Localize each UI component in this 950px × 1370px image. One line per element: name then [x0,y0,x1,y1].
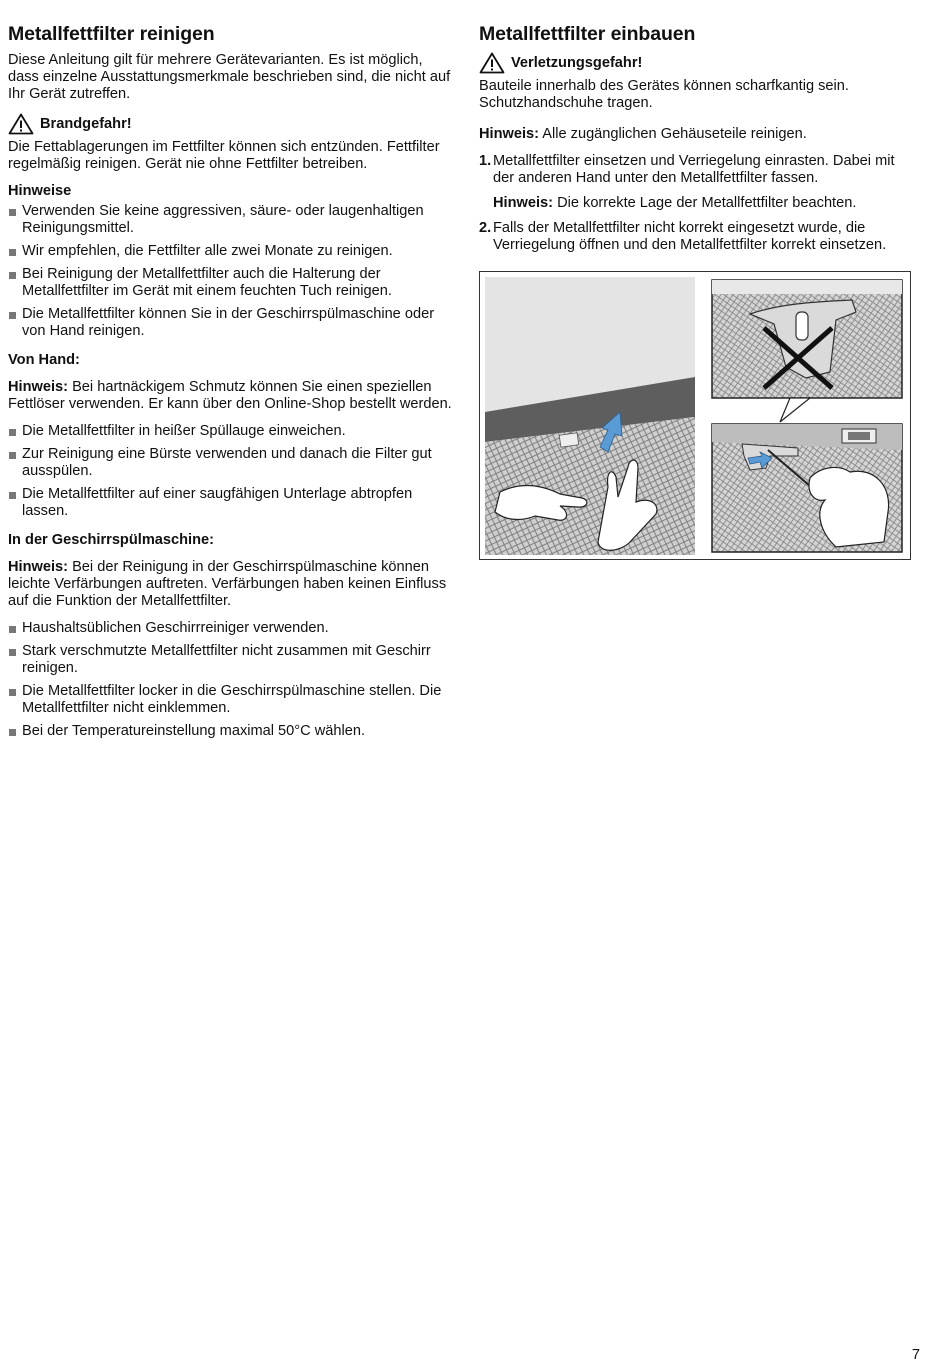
install-steps [479,153,919,254]
byhand-list [8,423,454,520]
list-item: Stark verschmutzte Metallfettfilter nicht zusammen mit Geschirr reinigen. [8,643,454,677]
fire-warning-text: Die Fettablagerungen im Fettfilter können sich entzünden. Fettfilter regelmäßig reinigen. Gerät nie ohne Fettfilter betreiben. [8,139,440,172]
bullet-square-icon [9,249,16,256]
bullet-square-icon [9,272,16,279]
byhand-note: Hinweis: Bei hartnäckigem Schmutz können Sie einen speziellen Fettlöser verwenden. Er kann über den Online-Shop bestellt werden. [8,379,452,412]
dishwasher-note: Hinweis: Bei der Reinigung in der Geschirrspülmaschine können leichte Verfärbungen auftreten. Verfärbungen haben keinen Einfluss auf die Funktion der Metallfettfilter. [8,559,447,609]
right-column [479,22,919,262]
bullet-square-icon [9,626,16,633]
installation-drawing [480,272,910,559]
warning-triangle-icon [479,52,505,74]
injury-warning-text: Bauteile innerhalb des Gerätes können scharfkantig sein. Schutzhandschuhe tragen. [479,78,849,111]
bullet-square-icon [9,209,16,216]
list-item: Haushaltsüblichen Geschirrreiniger verwenden. [8,620,454,637]
list-item: Bei Reinigung der Metallfettfilter auch die Halterung der Metallfettfilter im Gerät mit einem feuchten Tuch reinigen. [8,266,454,300]
list-item: Bei der Temperatureinstellung maximal 50°C wählen. [8,723,454,740]
step-item: 2. Falls der Metallfettfilter nicht korrekt eingesetzt wurde, die Verriegelung öffnen und den Metallfettfilter korrekt einsetzen. [479,220,887,253]
hints-list [8,203,454,340]
list-item: Zur Reinigung eine Bürste verwenden und danach die Filter gut ausspülen. [8,446,454,480]
section-title-cleaning: Metallfettfilter reinigen [8,23,215,45]
list-item: Die Metallfettfilter können Sie in der Geschirrspülmaschine oder von Hand reinigen. [8,306,454,340]
intro-text: Diese Anleitung gilt für mehrere Gerätevarianten. Es ist möglich, dass einzelne Ausstattungsmerkmale beschrieben sind, die nicht auf Ihr Gerät zutreffen. [8,52,451,102]
bullet-square-icon [9,649,16,656]
list-item: Die Metallfettfilter locker in die Geschirrspülmaschine stellen. Die Metallfettfilter nicht einklemmen. [8,683,454,717]
dishwasher-list [8,620,454,740]
section-title-install: Metallfettfilter einbauen [479,23,696,45]
list-item: Wir empfehlen, die Fettfilter alle zwei Monate zu reinigen. [8,243,454,260]
list-item: Die Metallfettfilter in heißer Spüllauge einweichen. [8,423,454,440]
warning-triangle-icon [8,113,34,135]
filter-insert-scene [485,277,695,555]
fire-warning-label: Brandgefahr! [40,115,132,132]
bullet-square-icon [9,429,16,436]
installation-illustration [479,271,911,560]
bullet-square-icon [9,452,16,459]
list-item: Die Metallfettfilter auf einer saugfähigen Unterlage abtropfen lassen. [8,486,454,520]
bullet-square-icon [9,492,16,499]
bullet-square-icon [9,689,16,696]
correct-position-detail [712,424,902,552]
step-item: 1. Metallfettfilter einsetzen und Verriegelung einrasten. Dabei mit der anderen Hand unter den Metallfettfilter fassen. Hinweis: Die korrekte Lage der Metallfettfilter beachten. [479,153,919,212]
injury-warning-label: Verletzungsgefahr! [511,54,643,71]
wrong-position-detail [712,280,902,422]
left-column [8,22,454,746]
injury-warning [479,52,919,74]
bullet-square-icon [9,312,16,319]
hints-heading: Hinweise [8,183,72,199]
list-item: Verwenden Sie keine aggressiven, säure- oder laugenhaltigen Reinigungsmittel. [8,203,454,237]
step-note: Hinweis: Die korrekte Lage der Metallfettfilter beachten. [493,195,857,211]
byhand-heading: Von Hand: [8,352,80,368]
fire-warning [8,113,454,135]
install-note: Hinweis: Alle zugänglichen Gehäuseteile reinigen. [479,126,807,142]
bullet-square-icon [9,729,16,736]
page-number: 7 [911,1347,920,1363]
dishwasher-heading: In der Geschirrspülmaschine: [8,532,215,548]
